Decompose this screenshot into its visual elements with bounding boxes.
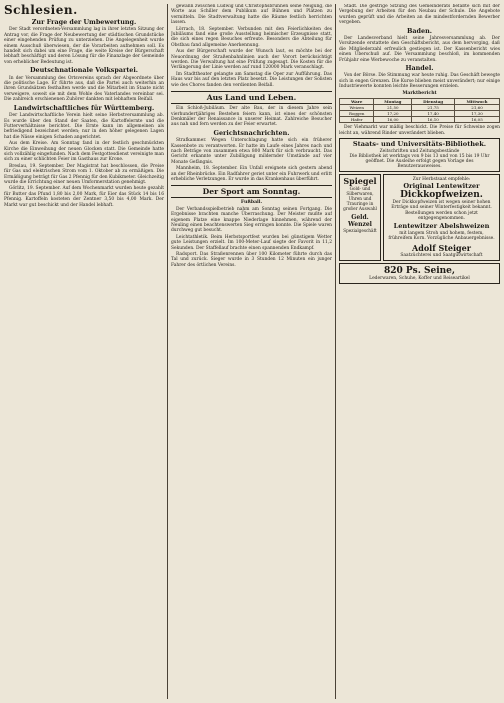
- ad-text: mit langem Stroh und hohem, festem, frühreifem Korn. Vorzügliche Anbauergebnisse.: [388, 230, 495, 241]
- advertisement-small: [339, 174, 381, 261]
- article-paragraph: Der Landwirtschaftliche Verein hielt seine Herbstversammlung ab. Es wurde über den Stand der Saaten, die Kartoffelernte und die Futterverhältnisse berichtet. Die Ernte kann im allgemeinen als befriedigend bezeichnet werden; nur in den höher gelegenen Lagen hat die Nässe einigen Schaden angerichtet.: [4, 113, 164, 140]
- table-cell: 16,05: [455, 117, 500, 123]
- ad-text: Gold- und Silberwaren, Uhren und Trauringe in großer Auswahl: [343, 186, 377, 212]
- article-paragraph: Der Verbandsspielbetrieb nahm am Sonntag seinen Fortgang. Die Ergebnisse brachten manche Überraschung. Der Meister mußte auf eigenem Platze eine knappe Niederlage hinnehmen, während der Neuling einen beachtenswerten Sieg erringen konnte. Die Spiele waren durchweg gut besucht.: [171, 206, 332, 234]
- article-headline: Landwirtschaftliches für Württemberg.: [13, 103, 155, 112]
- ad-text: Der Dickkopfweizen ist wegen seiner hohen Erträge und seiner Winterfestigkeit bekannt. Bestellungen werden schon jetzt entgegengenommen.: [391, 200, 492, 221]
- ad-row: [339, 174, 500, 261]
- article-paragraph: Ein Schloß-Jubiläum. Der alte Bau, der in diesem Jahre sein vierhundertjähriges Bestehen feiern kann, ist eines der schönsten Denkmäler der Renaissance in unserer Heimat. Zahlreiche Besucher aus nah und fern werden zu der Feier erwartet.: [171, 106, 332, 128]
- table-cell: Weizen: [340, 105, 374, 111]
- article-headline: Baden.: [407, 26, 432, 35]
- article-paragraph: Der Stadt verordneten-Versammlung lag in ihrer letzten Sitzung der Antrag vor, die Frage der Neubewertung der städtischen Grundstücke einer eingehenden Prüfung zu unterziehen. Die Angelegenheit wurde einem Ausschuß überwiesen, der die Vorarbeiten aufnehmen soll. Es handelt sich dabei um eine Frage, die weite Kreise der Bürgerschaft lebhaft beschäftigt und deren Lösung für die Finanzlage der Gemeinde von erheblicher Bedeutung ist.: [4, 27, 164, 65]
- column-divider: [167, 4, 168, 699]
- table-cell: 17,40: [412, 111, 455, 117]
- table-cell: 16,00: [374, 117, 412, 123]
- table-cell: 21,50: [374, 105, 412, 111]
- article-paragraph: Von der Börse. Die Stimmung war heute ruhig. Das Geschäft bewegte sich in engen Grenzen. Die Kurse blieben meist unverändert; nur einige Industriewerte konnten leichte Besserungen erzielen.: [339, 73, 500, 90]
- ad-title: Lentewitzer Abelshweizen: [393, 221, 490, 230]
- article-headline: Zur Frage der Umbewertung.: [31, 18, 137, 26]
- article-paragraph: Aus der Bürgerschaft wurde der Wunsch laut, es möchte bei der Neuordnung der Straßenbahnlinien auch der Vorort berücksichtigt werden. Die Verwaltung hat eine Prüfung zugesagt. Die Kosten für die Verlängerung der Linie werden auf rund 120000 Mark veranschlagt.: [171, 49, 332, 71]
- article-paragraph: Der Landesverband hielt seine Jahresversammlung ab. Der Vorsitzende erstattete den Geschäftsbericht, aus dem hervorging, daß die Mitgliederzahl erfreulich gestiegen ist. Der Kassenbericht wies einen Überschuß auf. Die Versammlung beschloß, im kommenden Frühjahr eine Werbewoche zu veranstalten.: [339, 36, 500, 63]
- table-cell: 21,75: [412, 105, 455, 111]
- ad-title: Geld. Wenzel: [348, 214, 372, 229]
- table-title: Marktbericht: [402, 90, 437, 96]
- table-header: Dienstag: [412, 99, 455, 105]
- table-cell: 17,30: [455, 111, 500, 117]
- ad-title: Original Lentewitzer: [403, 181, 480, 190]
- ad-title: Staats- und Universitäts-Bibliothek.: [352, 139, 487, 148]
- section-heading: Aus Land und Leben.: [171, 91, 332, 104]
- article-paragraph: Breslau, 19. September. Der Magistrat hat beschlossen, die Preise für Gas und elektrischen Strom vom 1. Oktober ab zu ermäßigen. Die Ermäßigung beträgt für Gas 2 Pfennig für den Kubikmeter. Gleichzeitig wurde die Errichtung einer neuen Umformerstation genehmigt.: [4, 163, 164, 185]
- ad-headline: Dickkopfweizen.: [400, 190, 483, 201]
- ad-text: Die Bibliothek ist werktags von 9 bis 13 und von 15 bis 19 Uhr geöffnet. Die Ausleihe erfolgt gegen Vorlage des Benutzerausweises.: [349, 153, 490, 170]
- table-cell: Hafer: [340, 117, 374, 123]
- ad-headline: 820 Ps. Seine,: [383, 266, 456, 277]
- table-cell: 17,20: [374, 111, 412, 117]
- ad-subtitle: Saatzüchterei und Saatgutwirtschaft: [400, 252, 483, 258]
- column-left: [4, 4, 164, 701]
- article-paragraph: Mannheim, 18. September. Ein Unfall ereignete sich gestern abend an der Rheinbrücke. Ein Radfahrer geriet unter ein Fuhrwerk und erlitt erhebliche Verletzungen. Er wurde in das Krankenhaus überführt.: [171, 166, 332, 182]
- section-subheading: Fußball.: [240, 200, 263, 206]
- section-heading: Gerichtsnachrichten.: [213, 128, 290, 137]
- column-divider: [335, 4, 336, 699]
- article-paragraph: Görlitz, 19. September. Auf dem Wochenmarkt wurden heute gezahlt für Butter das Pfund 1,80 bis 2,00 Mark, für Eier das Stück 14 bis 16 Pfennig. Kartoffeln kosteten der Zentner 3,50 bis 4,00 Mark. Der Markt war gut beschickt und der Handel lebhaft.: [4, 186, 164, 208]
- advertisement: [339, 263, 500, 284]
- article-paragraph: Lörrach, 18. September. Verbunden mit den Feierlichkeiten des Jubiläums fand eine große Ausstellung heimischer Erzeugnisse statt, die sich eines regen Besuches erfreute. Besonders die Abteilung für Obstbau fand allgemeine Anerkennung.: [171, 26, 332, 48]
- table-cell: Roggen: [340, 111, 374, 117]
- ad-headline: Adolf Steiger: [412, 242, 471, 253]
- table-row: [340, 117, 500, 123]
- advertisement: [339, 138, 500, 172]
- article-paragraph: Strafkammer. Wegen Unterschlagung hatte sich ein früherer Kassenbote zu verantworten. Er hatte im Laufe eines Jahres nach und nach Beträge von zusammen etwa 800 Mark für sich verbraucht. Das Gericht erkannte unter Zubilligung mildernder Umstände auf vier Monate Gefängnis.: [171, 138, 332, 165]
- ad-title: Spiegel: [343, 176, 377, 187]
- table-header: Ware: [340, 99, 374, 105]
- article-paragraph: Aus dem Kreise. Am Sonntag fand in der festlich geschmückten Kirche die Einweihung der neuen Glocken statt. Die Gemeinde hatte sich vollzählig eingefunden. Nach dem Festgottesdienst vereinigte man sich zu einer schlichten Feier im Gasthaus zur Krone.: [4, 141, 164, 163]
- ad-intro: Zur Herbstsaat empfehle:: [412, 177, 471, 183]
- table-header: Mittwoch: [455, 99, 500, 105]
- ad-subtitle: Zeitschriften und Zeitungsbestände: [379, 148, 460, 154]
- article-paragraph: Im Stadttheater gelangte am Samstag die Oper zur Aufführung. Das Haus war bis auf den letzten Platz besetzt. Die Leistungen der Solisten wie des Chores fanden den verdienten Beifall.: [171, 71, 332, 88]
- table-cell: 21,60: [455, 105, 500, 111]
- article-paragraph: Der Viehmarkt war mäßig beschickt. Die Preise für Schweine zogen leicht an, während Rinder unverändert blieben.: [339, 125, 500, 136]
- article-paragraph: Radsport. Das Straßenrennen über 100 Kilometer führte durch das Tal und zurück. Sieger wurde in 3 Stunden 12 Minuten ein junger Fahrer des örtlichen Vereins.: [171, 252, 332, 268]
- market-table: [339, 98, 500, 123]
- article-paragraph: gewann zwischen Ludwig und Christophsbrunnen seine Neigung, die Worte aus Schiller dem Publikum auf Bühnen und Plätzen zu vermitteln. Die Stadtverwaltung hatte die Räume festlich herrichten lassen.: [171, 4, 332, 26]
- ad-text: Lederwaren, Schuhe, Koffer und Reiseartikel: [369, 276, 470, 282]
- article-headline: Deutschnationale Volkspartei.: [29, 66, 138, 75]
- table-cell: 16,10: [412, 117, 455, 123]
- column-middle: [171, 4, 332, 701]
- section-heading: Der Sport am Sonntag.: [171, 185, 332, 198]
- article-paragraph: Stadt. Die gestrige Sitzung des Gemeinderats befaßte sich mit der Vergebung der Arbeiten für den Neubau der Schule. Die Angebote wurden geprüft und die Arbeiten an die mindestfordernden Bewerber vergeben.: [339, 4, 500, 26]
- article-paragraph: Leichtathletik. Beim Herbstsportfest wurden bei günstigem Wetter gute Leistungen erzielt. Im 100-Meter-Lauf siegte der Favorit in 11,2 Sekunden. Der Staffellauf brachte einen spannenden Endkampf.: [171, 234, 332, 251]
- advertisement: [383, 174, 500, 261]
- ad-text: Spezialgeschäft: [343, 228, 377, 234]
- section-masthead: Schlesien.: [4, 4, 78, 17]
- table-header: Montag: [374, 99, 412, 105]
- article-headline: Handel.: [405, 64, 434, 73]
- column-right: [339, 4, 500, 701]
- article-paragraph: In der Versammlung des Ortsvereins sprach der Abgeordnete über die politische Lage. Er führte aus, daß die Partei auch weiterhin an ihren Grundsätzen festhalten werde und die Mitarbeit im Staate nicht verweigere, soweit sie mit dem Wohle des Vaterlandes vereinbar sei. Die zahlreich erschienenen Zuhörer dankten mit lebhaftem Beifall.: [4, 75, 164, 103]
